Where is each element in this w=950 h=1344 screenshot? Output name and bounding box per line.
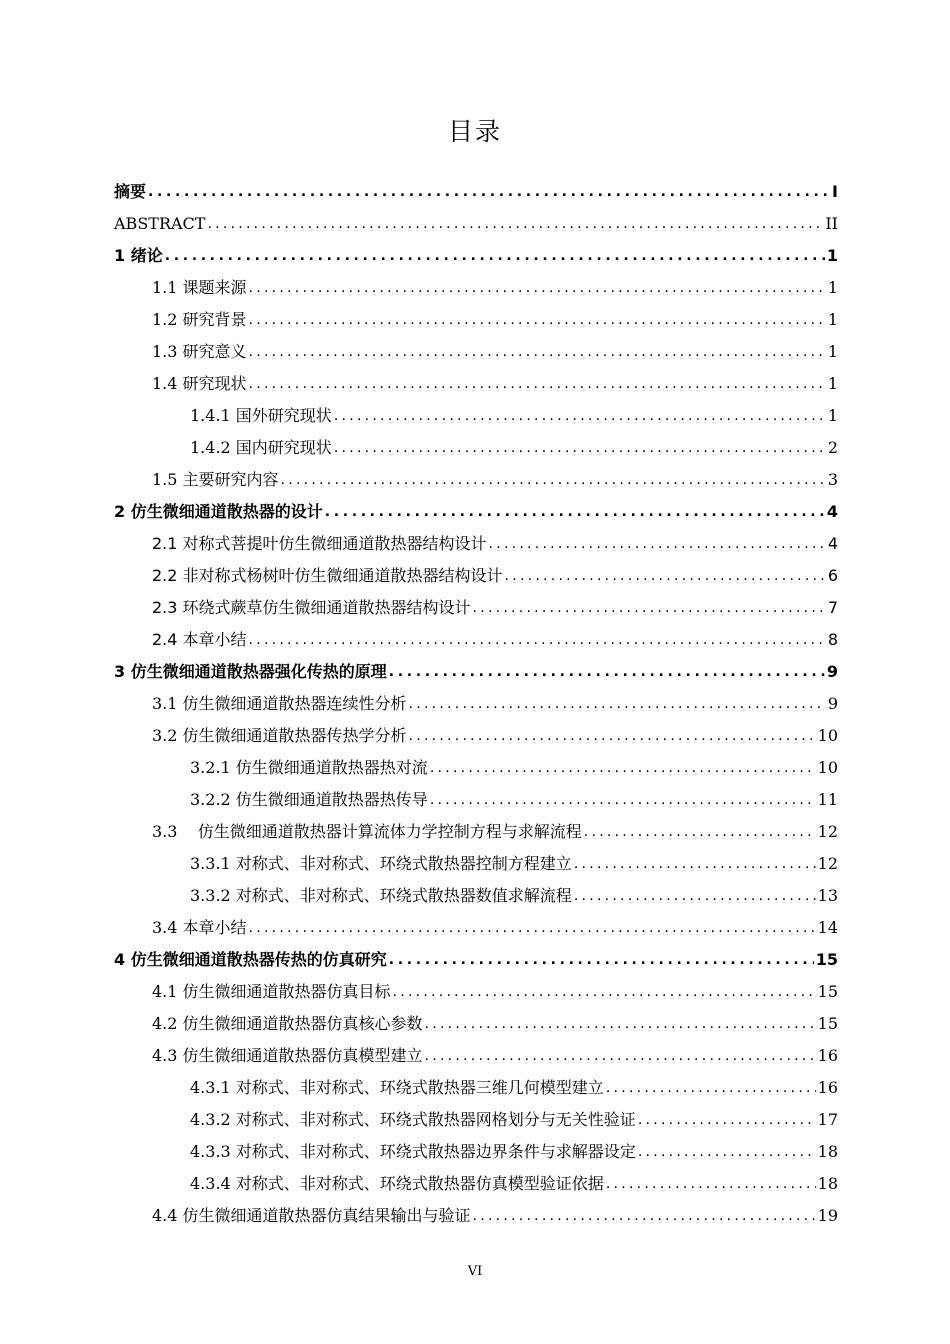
toc-entry-3-2-2[interactable] [190, 784, 838, 816]
dot-leader [389, 656, 825, 688]
toc-entry-title: 4.3.4 对称式、非对称式、环绕式散热器仿真模型验证依据 [190, 1174, 604, 1193]
toc-entry-title: 3 仿生微细通道散热器强化传热的原理 [114, 662, 387, 681]
toc-entry-page: I [832, 182, 838, 201]
dot-leader [409, 688, 826, 720]
toc-entry-1-4-2[interactable] [190, 432, 838, 464]
toc-entry-3-2[interactable] [152, 720, 838, 752]
toc-entry-page: 15 [817, 982, 838, 1001]
toc-entry-title: 1.1 课题来源 [152, 278, 247, 297]
toc-entry-page: 12 [817, 854, 838, 873]
toc-entry-page: 4 [827, 534, 838, 553]
toc-entry-1-4-1[interactable] [190, 400, 838, 432]
dot-leader [249, 624, 826, 656]
toc-entry-4-2[interactable] [152, 1008, 838, 1040]
toc-entry-page: 15 [815, 950, 838, 969]
toc-entry-page: 1 [827, 342, 838, 361]
toc-entry-page: 4 [826, 502, 838, 521]
toc-entry-title: 1.4.2 国内研究现状 [190, 438, 332, 457]
toc-entry-page: 13 [817, 886, 838, 905]
dot-leader [334, 400, 826, 432]
toc-entry-title: 4.3.3 对称式、非对称式、环绕式散热器边界条件与求解器设定 [190, 1142, 636, 1161]
toc-entry-4-3-1[interactable] [190, 1072, 838, 1104]
dot-leader [249, 272, 826, 304]
toc-entry-page: 14 [817, 918, 838, 937]
toc-entry-page: 2 [827, 438, 838, 457]
toc-entry-title: 1.3 研究意义 [152, 342, 247, 361]
toc-entry-title: 2.3 环绕式蕨草仿生微细通道散热器结构设计 [152, 598, 471, 617]
dot-leader [249, 336, 826, 368]
toc-entry-title: 3.2.1 仿生微细通道散热器热对流 [190, 758, 428, 777]
toc-entry-3-4[interactable] [152, 912, 838, 944]
dot-leader [473, 1200, 816, 1232]
toc-entry-title: 4.3 仿生微细通道散热器仿真模型建立 [152, 1046, 423, 1065]
dot-leader [249, 368, 826, 400]
toc-entry-page: 9 [827, 694, 838, 713]
dot-leader [249, 304, 826, 336]
toc-entry-page: 16 [817, 1046, 838, 1065]
toc-entry-page: 18 [817, 1174, 838, 1193]
toc-entry-2-4[interactable] [152, 624, 838, 656]
dot-leader [430, 752, 816, 784]
toc-entry-title: 4 仿生微细通道散热器传热的仿真研究 [114, 950, 387, 969]
toc-entry-3-2-1[interactable] [190, 752, 838, 784]
toc-entry-title: 1.4 研究现状 [152, 374, 247, 393]
dot-leader [409, 720, 816, 752]
toc-entry-chapter-4[interactable] [114, 944, 838, 976]
dot-leader [489, 528, 826, 560]
toc-entry-1-1[interactable] [152, 272, 838, 304]
dot-leader [334, 432, 826, 464]
toc-entry-page: 9 [826, 662, 838, 681]
toc-entry-page: 1 [826, 246, 838, 265]
dot-leader [505, 560, 826, 592]
toc-entry-abstract-en[interactable] [114, 208, 838, 240]
dot-leader [389, 944, 814, 976]
toc-entry-title: 3.3.1 对称式、非对称式、环绕式散热器控制方程建立 [190, 854, 572, 873]
toc-entry-3-3-1[interactable] [190, 848, 838, 880]
toc-entry-page: 7 [827, 598, 838, 617]
dot-leader [281, 464, 826, 496]
toc-entry-1-4[interactable] [152, 368, 838, 400]
toc-entry-page: 12 [817, 822, 838, 841]
page-number: VI [467, 1264, 483, 1279]
page-title: 目录 [447, 117, 502, 146]
toc-entry-4-4[interactable] [152, 1200, 838, 1232]
dot-leader [473, 592, 826, 624]
toc-entry-title: 3.3.2 对称式、非对称式、环绕式散热器数值求解流程 [190, 886, 572, 905]
dot-leader [606, 1168, 816, 1200]
toc-entry-page: 15 [817, 1014, 838, 1033]
toc-entry-title: 4.3.2 对称式、非对称式、环绕式散热器网格划分与无关性验证 [190, 1110, 636, 1129]
toc-entry-title: 3.2.2 仿生微细通道散热器热传导 [190, 790, 428, 809]
toc-entry-title: 1.4.1 国外研究现状 [190, 406, 332, 425]
toc-entry-chapter-2[interactable] [114, 496, 838, 528]
toc-entry-page: 18 [817, 1142, 838, 1161]
dot-leader [638, 1136, 816, 1168]
toc-entry-page: 3 [827, 470, 838, 489]
toc-entry-title: 摘要 [114, 182, 147, 201]
toc-entry-1-5[interactable] [152, 464, 838, 496]
toc-entry-page: II [825, 214, 838, 233]
dot-leader [584, 816, 816, 848]
toc-entry-2-1[interactable] [152, 528, 838, 560]
toc-entry-2-3[interactable] [152, 592, 838, 624]
dot-leader [325, 496, 825, 528]
toc-entry-page: 19 [817, 1206, 838, 1225]
toc-entry-title: 4.4 仿生微细通道散热器仿真结果输出与验证 [152, 1206, 471, 1225]
toc-entry-1-3[interactable] [152, 336, 838, 368]
dot-leader [207, 208, 823, 240]
toc-entry-title: 4.2 仿生微细通道散热器仿真核心参数 [152, 1014, 423, 1033]
toc-entry-page: 6 [827, 566, 838, 585]
toc-entry-page: 16 [817, 1078, 838, 1097]
dot-leader [393, 976, 816, 1008]
toc-entry-4-3-3[interactable] [190, 1136, 838, 1168]
toc-entry-3-1[interactable] [152, 688, 838, 720]
toc-entry-4-3-2[interactable] [190, 1104, 838, 1136]
toc-entry-4-1[interactable] [152, 976, 838, 1008]
dot-leader [638, 1104, 816, 1136]
dot-leader [425, 1008, 816, 1040]
dot-leader [574, 880, 816, 912]
toc-entry-1-2[interactable] [152, 304, 838, 336]
toc-entry-page: 11 [817, 790, 838, 809]
toc-entry-title: ABSTRACT [114, 214, 206, 233]
dot-leader [249, 912, 816, 944]
toc-entry-page: 1 [827, 406, 838, 425]
dot-leader [574, 848, 816, 880]
dot-leader [148, 176, 830, 208]
toc-entry-2-2[interactable] [152, 560, 838, 592]
toc-entry-title: 1.5 主要研究内容 [152, 470, 279, 489]
toc-entry-title: 2.1 对称式菩提叶仿生微细通道散热器结构设计 [152, 534, 487, 553]
toc-entry-page: 1 [827, 278, 838, 297]
toc-entry-page: 1 [827, 374, 838, 393]
toc-entry-title: 4.3.1 对称式、非对称式、环绕式散热器三维几何模型建立 [190, 1078, 604, 1097]
dot-leader [430, 784, 816, 816]
toc-entry-title: 3.2 仿生微细通道散热器传热学分析 [152, 726, 407, 745]
toc-entry-4-3[interactable] [152, 1040, 838, 1072]
toc-entry-chapter-3[interactable] [114, 656, 838, 688]
toc-entry-4-3-4[interactable] [190, 1168, 838, 1200]
toc-entry-title: 2.4 本章小结 [152, 630, 247, 649]
toc-entry-page: 10 [817, 758, 838, 777]
toc-entry-title: 2 仿生微细通道散热器的设计 [114, 502, 323, 521]
toc-entry-title: 3.4 本章小结 [152, 918, 247, 937]
toc-entry-title: 1 绪论 [114, 246, 163, 265]
toc-entry-title: 3.1 仿生微细通道散热器连续性分析 [152, 694, 407, 713]
toc-entry-3-3-2[interactable] [190, 880, 838, 912]
toc-entry-page: 17 [817, 1110, 838, 1129]
toc-entry-page: 1 [827, 310, 838, 329]
toc-entry-title: 4.1 仿生微细通道散热器仿真目标 [152, 982, 391, 1001]
toc-entry-page: 10 [817, 726, 838, 745]
dot-leader [425, 1040, 816, 1072]
toc-entry-title: 2.2 非对称式杨树叶仿生微细通道散热器结构设计 [152, 566, 503, 585]
dot-leader [165, 240, 825, 272]
toc-entry-title: 1.2 研究背景 [152, 310, 247, 329]
dot-leader [606, 1072, 816, 1104]
toc-entry-page: 8 [827, 630, 838, 649]
toc-entry-chapter-1[interactable] [114, 240, 838, 272]
toc-entry-abstract-cn[interactable] [114, 176, 838, 208]
toc-entry-3-3[interactable] [152, 816, 838, 848]
toc-entry-title: 3.3 仿生微细通道散热器计算流体力学控制方程与求解流程 [152, 822, 582, 841]
